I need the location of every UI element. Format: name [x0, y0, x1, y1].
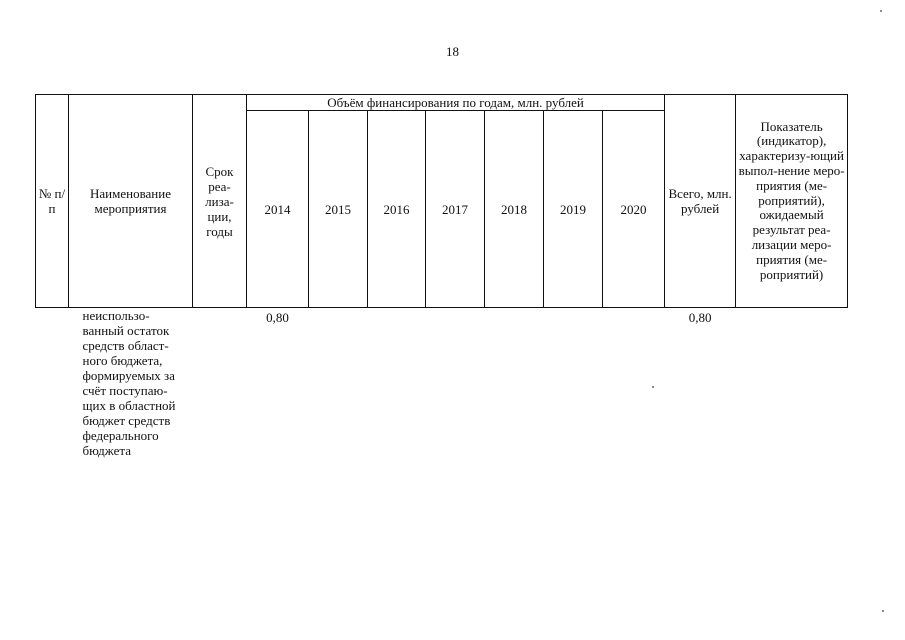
cell-year-value	[603, 308, 665, 468]
cell-term	[193, 308, 247, 468]
cell-year-value	[368, 308, 426, 468]
cell-name: неиспользо-ванный остаток средств област-ного бюджета, формируемых за счёт поступаю-щих в областной бюджет средств федерального бюджета	[82, 308, 176, 458]
cell-year-value	[309, 308, 368, 468]
cell-year-value	[544, 308, 603, 468]
cell-num	[36, 308, 69, 468]
col-header-year: 2019	[544, 111, 603, 308]
col-header-indicator: Показатель (индикатор), характеризу-ющий выпол-нение меро-приятия (ме-роприятий), ожидаемый результат реа-лизации меро-приятия (ме-роприятий)	[736, 95, 848, 308]
col-header-year: 2018	[485, 111, 544, 308]
col-header-term: Срок реа-лиза-ции, годы	[193, 95, 247, 308]
col-header-year: 2015	[309, 111, 368, 308]
table-row	[36, 308, 848, 468]
scan-speck	[882, 610, 884, 612]
col-header-total: Всего, млн. рублей	[665, 95, 736, 308]
col-header-name: Наименование мероприятия	[69, 95, 193, 308]
funding-table	[35, 94, 848, 468]
col-header-year: 2020	[603, 111, 665, 308]
col-header-num: № п/п	[36, 95, 69, 308]
header-row-group	[36, 95, 848, 111]
page-number: 18	[446, 44, 459, 59]
col-header-funding-group: Объём финансирования по годам, млн. рублей	[247, 95, 665, 111]
col-header-year: 2014	[247, 111, 309, 308]
cell-year-value: 0,80	[266, 310, 289, 325]
cell-total: 0,80	[688, 310, 712, 325]
col-header-year: 2017	[426, 111, 485, 308]
cell-indicator	[736, 308, 848, 468]
scan-speck	[652, 386, 654, 388]
cell-year-value	[426, 308, 485, 468]
col-header-year: 2016	[368, 111, 426, 308]
scan-speck	[880, 10, 882, 12]
cell-year-value	[485, 308, 544, 468]
